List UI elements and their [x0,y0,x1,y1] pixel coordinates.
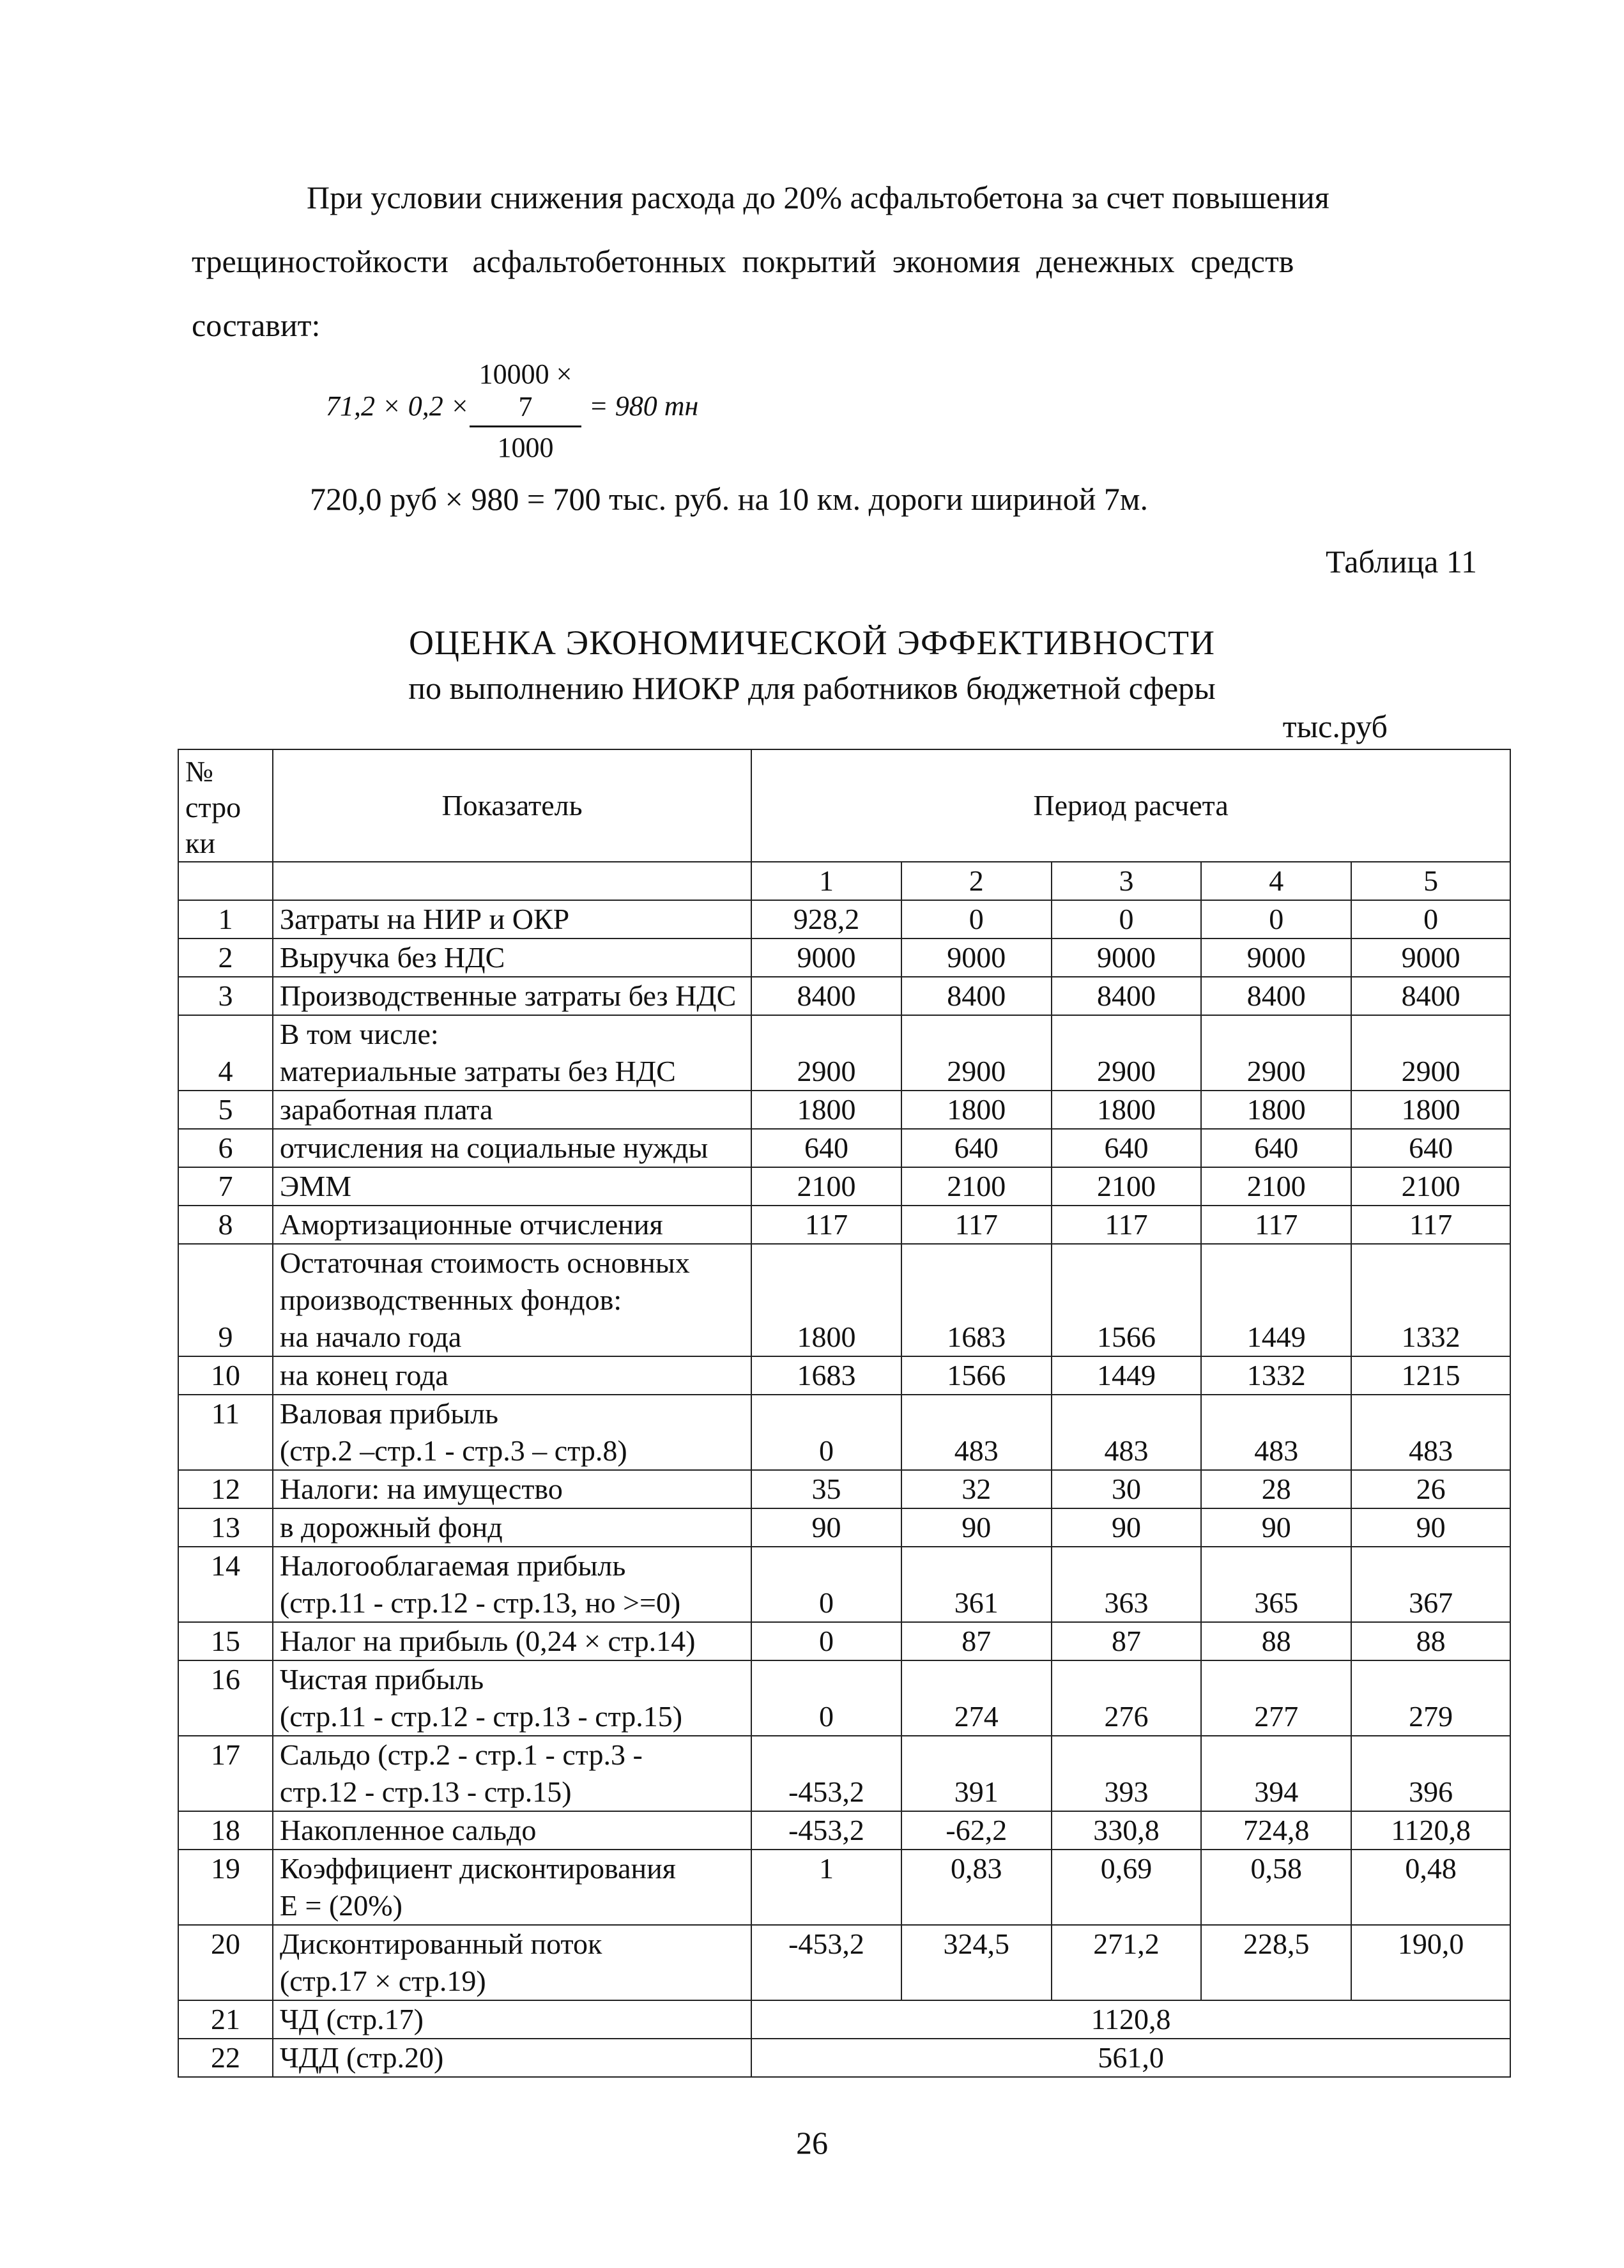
cell-period-4: 0 [1201,900,1351,939]
formula-numerator: 10000 × 7 [479,358,572,422]
cell-period-4: 117 [1201,1206,1351,1244]
cell-period-3: 117 [1052,1206,1202,1244]
cell-period-4: 228,5 [1201,1925,1351,2000]
cell-period-4: 28 [1201,1470,1351,1508]
row-label-line: (стр.2 –стр.1 - стр.3 – стр.8) [279,1434,627,1467]
cell-period-2: 2900 [901,1015,1052,1091]
intro-line-2: трещиностойкости асфальтобетонных покрытий экономия денежных средств [192,243,1294,279]
table-row [178,1850,1510,1925]
table-row [178,1015,1510,1091]
table-period-row [178,862,1510,900]
row-number: 11 [178,1395,273,1470]
table-row [178,1206,1510,1244]
cell-period-3: 483 [1052,1395,1202,1470]
cell-period-2: 32 [901,1470,1052,1508]
cell-period-3: 1449 [1052,1356,1202,1395]
intro-line-1: При условии снижения расхода до 20% асфальтобетона за счет повышения [307,180,1329,215]
cell-period-4: 365 [1201,1547,1351,1622]
row-label [273,1925,751,2000]
table-subtitle: по выполнению НИОКР для работников бюджетной сферы [408,670,1216,706]
cell-period-3: 276 [1052,1660,1202,1736]
table-unit: тыс.руб [1282,709,1388,744]
row-number: 4 [178,1015,273,1091]
header-period-1: 1 [751,862,901,900]
row-number: 17 [178,1736,273,1811]
header-period-3: 3 [1052,862,1202,900]
cell-period-1: -453,2 [751,1925,901,2000]
cell-period-2: 0,83 [901,1850,1052,1925]
cell-period-5: 117 [1351,1206,1510,1244]
formula-rhs: = 980 тн [589,390,699,422]
row-label [273,1167,751,1206]
cell-period-5: 2100 [1351,1167,1510,1206]
cell-period-5: 279 [1351,1660,1510,1736]
row-label-line: Дисконтированный поток [279,1927,602,1960]
row-label-line: (стр.11 - стр.12 - стр.13, но >=0) [279,1586,681,1619]
cell-period-4: 8400 [1201,977,1351,1015]
row-number: 2 [178,939,273,977]
cell-period-5: 9000 [1351,939,1510,977]
fraction-bar [470,425,581,427]
row-number: 12 [178,1470,273,1508]
row-label [273,1206,751,1244]
table-row [178,1811,1510,1850]
row-label [273,1660,751,1736]
formula-lhs: 71,2 × 0,2 × [326,390,470,422]
cell-period-1: 117 [751,1206,901,1244]
cell-period-3: 0 [1052,900,1202,939]
table-body [178,900,1510,2077]
row-label-line: В том числе: [279,1018,439,1050]
cell-period-5: 90 [1351,1508,1510,1547]
cell-period-4: 90 [1201,1508,1351,1547]
table-title: ОЦЕНКА ЭКОНОМИЧЕСКОЙ ЭФФЕКТИВНОСТИ [409,624,1215,662]
cell-period-5: 1332 [1351,1244,1510,1356]
row-label-line: на конец года [279,1359,448,1391]
cell-period-2: 361 [901,1547,1052,1622]
row-label [273,1547,751,1622]
row-label [273,1015,751,1091]
table-row [178,900,1510,939]
header-period-2: 2 [901,862,1052,900]
row-number: 1 [178,900,273,939]
cell-period-5: 1120,8 [1351,1811,1510,1850]
row-label-line: в дорожный фонд [279,1511,503,1544]
cell-period-4: 394 [1201,1736,1351,1811]
table-row [178,1660,1510,1736]
row-label-line: Чистая прибыль [279,1663,484,1696]
cell-period-5: 1800 [1351,1091,1510,1129]
row-label [273,1508,751,1547]
row-number: 15 [178,1622,273,1660]
cell-period-5: 8400 [1351,977,1510,1015]
cell-period-4: 2100 [1201,1167,1351,1206]
row-label [273,1470,751,1508]
cell-period-4: 483 [1201,1395,1351,1470]
cell-period-5: 26 [1351,1470,1510,1508]
row-number: 10 [178,1356,273,1395]
row-label-line: Е = (20%) [279,1889,402,1922]
cell-period-4: 724,8 [1201,1811,1351,1850]
cell-period-1: -453,2 [751,1811,901,1850]
row-label-line: материальные затраты без НДС [279,1055,676,1087]
header-period: Период расчета [751,749,1510,862]
cell-period-2: 1683 [901,1244,1052,1356]
table-row [178,1244,1510,1356]
cell-period-1: 35 [751,1470,901,1508]
row-label [273,1850,751,1925]
header-row-number: № стро ки [178,749,273,862]
table-row [178,1395,1510,1470]
cell-period-1: 0 [751,1395,901,1470]
cell-period-3: 87 [1052,1622,1202,1660]
cell-period-5: 88 [1351,1622,1510,1660]
cell-period-5: 0,48 [1351,1850,1510,1925]
table-row [178,1925,1510,2000]
intro-line-3: составит: [192,307,321,343]
row-number: 19 [178,1850,273,1925]
cell-period-2: 8400 [901,977,1052,1015]
row-label-line: заработная плата [279,1093,493,1126]
cell-period-3: 1800 [1052,1091,1202,1129]
summary-value: 1120,8 [751,2000,1510,2039]
row-label [273,1395,751,1470]
cell-period-3: 8400 [1052,977,1202,1015]
row-label-line: Валовая прибыль [279,1397,499,1430]
cell-period-2: 640 [901,1129,1052,1167]
row-label-line: производственных фондов: [279,1283,622,1316]
row-label-line: отчисления на социальные нужды [279,1131,709,1164]
cell-period-4: 640 [1201,1129,1351,1167]
cell-period-2: -62,2 [901,1811,1052,1850]
cell-period-1: 0 [751,1660,901,1736]
cell-period-3: 90 [1052,1508,1202,1547]
row-label-line: стр.12 - стр.13 - стр.15) [279,1775,572,1808]
summary-row [178,2000,1510,2039]
row-number: 9 [178,1244,273,1356]
cell-period-1: 0 [751,1622,901,1660]
cell-period-3: 640 [1052,1129,1202,1167]
header-indicator: Показатель [273,749,751,862]
formula-denominator: 1000 [497,432,554,463]
row-number: 22 [178,2039,273,2077]
row-number: 7 [178,1167,273,1206]
cell-period-5: 396 [1351,1736,1510,1811]
cell-period-1: 1800 [751,1244,901,1356]
cell-period-3: 30 [1052,1470,1202,1508]
row-number: 20 [178,1925,273,2000]
cell-period-4: 277 [1201,1660,1351,1736]
cell-period-1: 2900 [751,1015,901,1091]
cell-period-3: 2900 [1052,1015,1202,1091]
cell-period-4: 9000 [1201,939,1351,977]
table-header-row [178,749,1510,862]
cell-period-1: 0 [751,1547,901,1622]
cell-period-4: 1800 [1201,1091,1351,1129]
cell-period-2: 1566 [901,1356,1052,1395]
cell-period-3: 0,69 [1052,1850,1202,1925]
table-row [178,1167,1510,1206]
cell-period-2: 0 [901,900,1052,939]
cell-period-3: 363 [1052,1547,1202,1622]
row-number: 5 [178,1091,273,1129]
row-label [273,1244,751,1356]
formula-fraction [470,358,581,464]
cell-period-4: 1332 [1201,1356,1351,1395]
cell-period-1: 1800 [751,1091,901,1129]
page-number: 26 [796,2125,828,2161]
row-number: 3 [178,977,273,1015]
summary-value: 561,0 [751,2039,1510,2077]
cell-period-1: 640 [751,1129,901,1167]
row-label [273,1129,751,1167]
cell-period-5: 483 [1351,1395,1510,1470]
cell-period-3: 330,8 [1052,1811,1202,1850]
cell-period-1: 2100 [751,1167,901,1206]
cell-period-2: 2100 [901,1167,1052,1206]
table-row [178,1547,1510,1622]
row-label-line: Выручка без НДС [279,941,505,974]
cell-period-2: 9000 [901,939,1052,977]
table-row [178,1356,1510,1395]
cell-period-5: 0 [1351,900,1510,939]
cell-period-3: 2100 [1052,1167,1202,1206]
cell-period-5: 2900 [1351,1015,1510,1091]
efficiency-table [178,749,1511,2078]
cell-period-1: 9000 [751,939,901,977]
row-label-line: Производственные затраты без НДС [279,979,737,1012]
cell-period-1: 1683 [751,1356,901,1395]
cell-period-4: 2900 [1201,1015,1351,1091]
row-label-line: (стр.11 - стр.12 - стр.13 - стр.15) [279,1700,683,1733]
cell-period-5: 640 [1351,1129,1510,1167]
row-label-line: Остаточная стоимость основных [279,1246,690,1279]
header-empty-label [273,862,751,900]
row-label [273,977,751,1015]
row-label-line: Накопленное сальдо [279,1814,537,1846]
table-row [178,1091,1510,1129]
cell-period-1: -453,2 [751,1736,901,1811]
cell-period-4: 0,58 [1201,1850,1351,1925]
table-row [178,1470,1510,1508]
cell-period-2: 1800 [901,1091,1052,1129]
table-row [178,939,1510,977]
row-label-line: Затраты на НИР и ОКР [279,903,570,935]
row-label: ЧДД (стр.20) [273,2039,751,2077]
table-row [178,1736,1510,1811]
row-number: 6 [178,1129,273,1167]
row-label [273,1356,751,1395]
summary-row [178,2039,1510,2077]
row-label [273,939,751,977]
row-number: 13 [178,1508,273,1547]
cell-period-5: 367 [1351,1547,1510,1622]
table-number: Таблица 11 [1326,544,1477,579]
table-row [178,1508,1510,1547]
row-label-line: Коэффициент дисконтирования [279,1852,676,1885]
cell-period-1: 90 [751,1508,901,1547]
row-label-line: Налогооблагаемая прибыль [279,1549,626,1582]
row-number: 18 [178,1811,273,1850]
row-label-line: Амортизационные отчисления [279,1208,663,1241]
row-number: 8 [178,1206,273,1244]
row-label [273,1622,751,1660]
row-label [273,1736,751,1811]
row-label-line: ЭММ [279,1170,352,1202]
row-label-line: на начало года [279,1321,462,1353]
cell-period-2: 90 [901,1508,1052,1547]
row-number: 16 [178,1660,273,1736]
row-label: ЧД (стр.17) [273,2000,751,2039]
row-label [273,1811,751,1850]
header-period-5: 5 [1351,862,1510,900]
table-row [178,977,1510,1015]
cell-period-3: 1566 [1052,1244,1202,1356]
cell-period-2: 117 [901,1206,1052,1244]
cell-period-2: 483 [901,1395,1052,1470]
cell-period-3: 9000 [1052,939,1202,977]
cell-period-1: 1 [751,1850,901,1925]
cell-period-1: 8400 [751,977,901,1015]
cell-period-4: 88 [1201,1622,1351,1660]
header-empty-no [178,862,273,900]
row-label-line: (стр.17 × стр.19) [279,1965,486,1997]
calculation-line: 720,0 руб × 980 = 700 тыс. руб. на 10 км. дороги шириной 7м. [310,481,1149,517]
cell-period-5: 1215 [1351,1356,1510,1395]
row-label-line: Налоги: на имущество [279,1473,563,1505]
cell-period-5: 190,0 [1351,1925,1510,2000]
cell-period-3: 271,2 [1052,1925,1202,2000]
table-row [178,1622,1510,1660]
cell-period-2: 391 [901,1736,1052,1811]
row-number: 21 [178,2000,273,2039]
cell-period-2: 274 [901,1660,1052,1736]
cell-period-2: 87 [901,1622,1052,1660]
cell-period-1: 928,2 [751,900,901,939]
cell-period-2: 324,5 [901,1925,1052,2000]
row-label-line: Налог на прибыль (0,24 × стр.14) [279,1625,696,1657]
row-label [273,1091,751,1129]
cell-period-3: 393 [1052,1736,1202,1811]
row-label [273,900,751,939]
header-period-4: 4 [1201,862,1351,900]
cell-period-4: 1449 [1201,1244,1351,1356]
row-number: 14 [178,1547,273,1622]
row-label-line: Сальдо (стр.2 - стр.1 - стр.3 - [279,1738,643,1771]
table-row [178,1129,1510,1167]
